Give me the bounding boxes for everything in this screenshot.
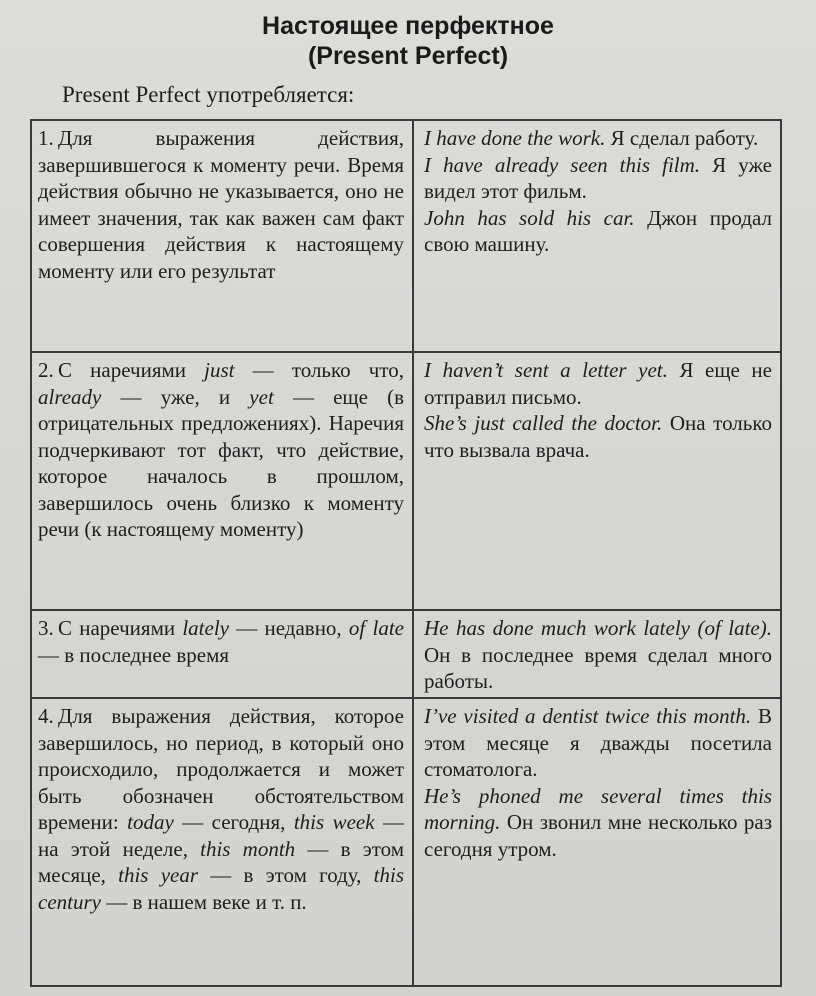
- example-translation: Я еще не отправил письмо.: [424, 358, 772, 409]
- rule-text: — еще (в отрицательных предложениях). Наречия подчеркивают тот факт, что действие, которое началось в прошлом, завершилось очень близко к моменту речи (к настоящему моменту): [38, 384, 404, 541]
- rule-number: 4.: [38, 704, 54, 728]
- rule-text: — уже, и: [101, 384, 250, 409]
- intro-text: Present Perfect употребляется:: [62, 82, 355, 107]
- column-divider: [412, 611, 414, 697]
- example-english: She’s just called the doctor.: [424, 411, 663, 435]
- time-term: this year: [118, 863, 199, 887]
- page-title: Настоящее перфектное: [262, 12, 554, 40]
- example-english: I have done the work.: [424, 126, 606, 150]
- rule-cell: [38, 125, 404, 284]
- example-translation: В этом месяце я дважды посетила стоматолога.: [424, 704, 773, 781]
- time-term: this week: [293, 810, 375, 834]
- rule-text: — в нашем веке и т. п.: [100, 889, 307, 914]
- example-item: [424, 703, 772, 783]
- rule-text: Для выражения действия, которое завершилось, но период, в который оно происходило, продолжается и может быть обозначен обстоятельством времени:: [38, 704, 404, 834]
- table-row: [32, 353, 780, 611]
- example-english: I have already seen this film.: [424, 152, 701, 177]
- table-row: [32, 121, 780, 353]
- example-item: [424, 615, 772, 695]
- rule-number: 1.: [38, 126, 54, 150]
- rule-text: — в этом месяце,: [38, 836, 404, 887]
- example-cell: [424, 703, 772, 862]
- example-translation: Он в последнее время сделал много работы.: [424, 642, 772, 693]
- example-english: John has sold his car.: [424, 205, 635, 230]
- example-english: He’s phoned me several times this morning.: [424, 783, 772, 834]
- rule-cell: [38, 357, 404, 543]
- rule-text: — в этом году,: [198, 863, 374, 887]
- example-translation: Я уже видел этот фильм.: [424, 152, 772, 203]
- adverb-term: already: [38, 384, 102, 409]
- example-item: [424, 783, 772, 863]
- rule-number: 2.: [38, 358, 54, 382]
- column-divider: [412, 699, 414, 985]
- example-item: [424, 205, 772, 258]
- adverb-term: yet: [249, 384, 274, 409]
- example-item: [424, 410, 772, 463]
- rule-text: С наречиями: [58, 358, 205, 382]
- column-divider: [412, 353, 414, 609]
- example-cell: [424, 125, 772, 258]
- example-item: [424, 152, 772, 205]
- rule-text: — сегодня,: [173, 810, 294, 834]
- example-cell: [424, 357, 772, 463]
- example-item: [424, 125, 772, 152]
- rule-text: — в последнее время: [38, 642, 230, 667]
- adverb-term: lately: [182, 616, 229, 640]
- rule-text: С наречиями: [58, 616, 183, 640]
- page-subtitle: (Present Perfect): [307, 42, 509, 70]
- table-row: [32, 699, 780, 985]
- rule-text: — на этой неделе,: [38, 810, 405, 861]
- rule-text: Для выражения действия, завершившегося к моменту речи. Время действия обычно не указывается, оно не имеет значения, так как важен сам факт совершения действия к настоящему моменту или его результат: [38, 126, 404, 283]
- example-translation: Она только что вызвала врача.: [424, 411, 773, 462]
- rule-cell: [38, 703, 404, 915]
- column-divider: [412, 121, 414, 351]
- time-term: today: [127, 810, 174, 834]
- example-translation: Джон продал свою машину.: [424, 205, 772, 256]
- rule-text: — только что,: [234, 358, 405, 382]
- rule-number: 3.: [38, 616, 54, 640]
- table-row: [32, 611, 780, 699]
- rule-cell: [38, 615, 404, 668]
- example-translation: Я сделал работу.: [610, 126, 759, 150]
- adverb-term: of late: [348, 616, 404, 640]
- example-translation: Он звонил мне несколько раз сегодня утром.: [424, 810, 772, 861]
- time-term: this month: [200, 836, 296, 861]
- example-english: I haven’t sent a letter yet.: [424, 358, 668, 382]
- example-cell: [424, 615, 772, 695]
- grammar-table: [30, 119, 782, 987]
- adverb-term: just: [204, 358, 235, 382]
- example-item: [424, 357, 772, 410]
- rule-text: — недавно,: [229, 616, 349, 640]
- example-english: He has done much work lately (of late).: [424, 616, 772, 640]
- example-english: I’ve visited a dentist twice this month.: [424, 704, 752, 728]
- time-term: this century: [38, 863, 404, 914]
